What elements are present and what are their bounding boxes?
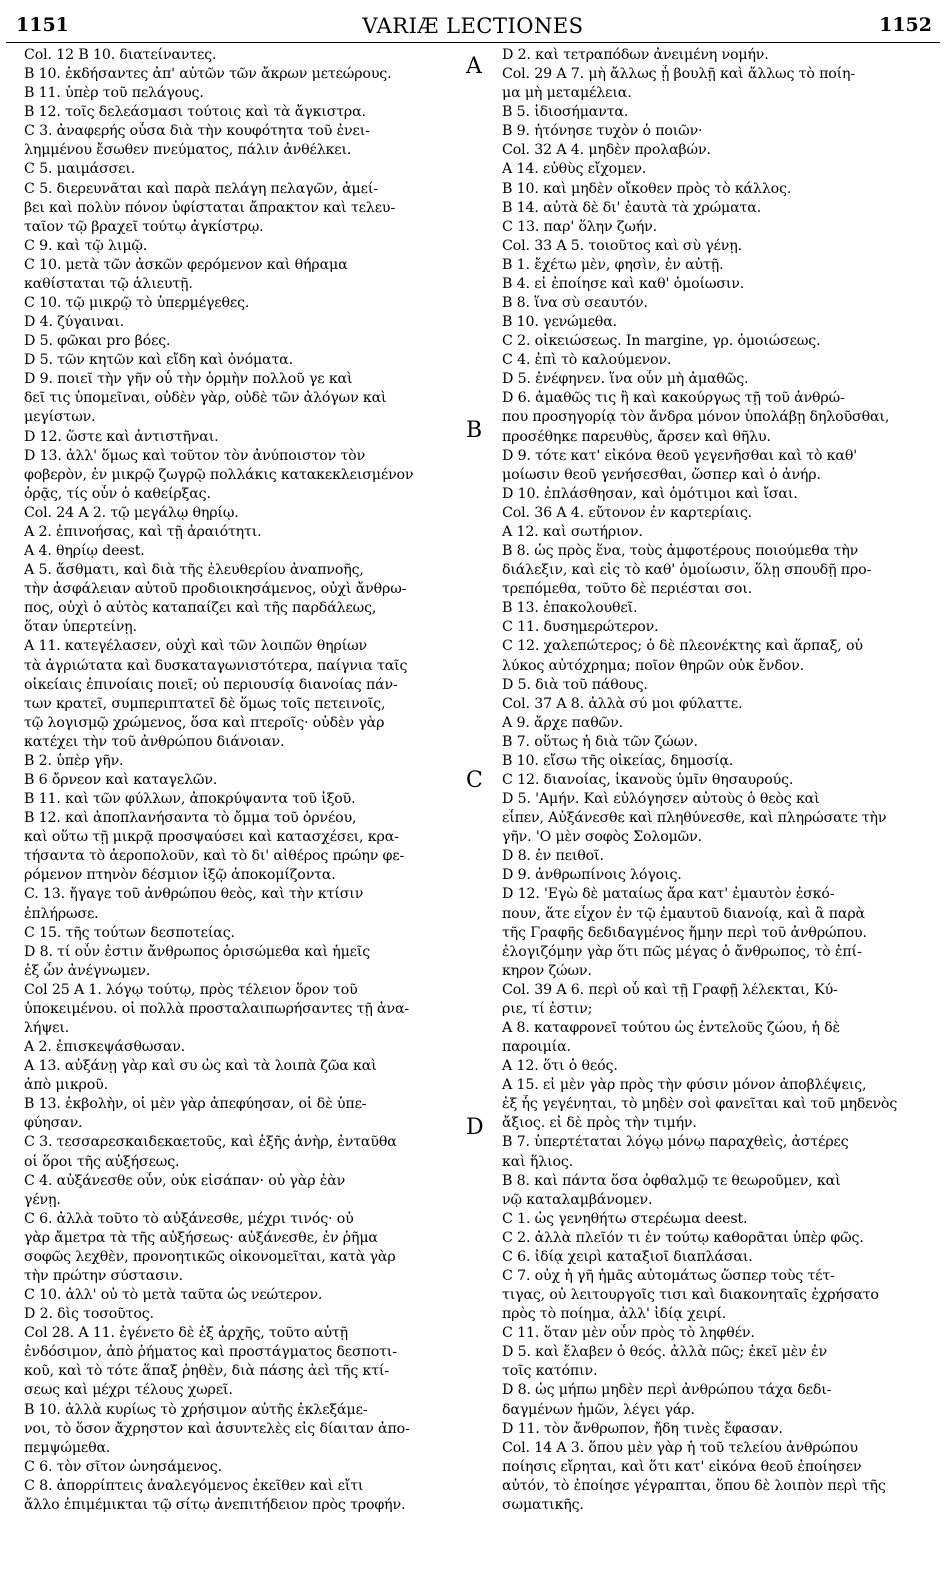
text-line: B 11. καὶ τῶν φύλλων, ἀποκρύψαντα τοῦ ἰξοῦ. [24, 791, 356, 808]
text-line: ποίησις εἴρηται, καὶ ὅτι κατ' εἰκόνα θεοῦ ἐποίησεν [502, 1458, 862, 1475]
text-line: D 5. ἐνέφηνεν. ἵνα οὖν μὴ ἀμαθῶς. [502, 371, 749, 388]
text-line: ἐξ ἧς γεγένηται, τὸ μηδὲν σοὶ φανεῖται καὶ τοῦ μηδενὸς [502, 1096, 898, 1113]
text-line: ἄλλο ἐπιμέμικται τῷ σίτῳ ἀνεπιτήδειον πρὸς τροφήν. [24, 1496, 406, 1513]
text-line: C 3. τεσσαρεσκαιδεκαετοῦς, καὶ ἑξῆς ἀνὴρ, ἐνταῦθα [24, 1134, 397, 1151]
text-line: B 10. γενώμεθα. [502, 314, 617, 331]
text-line: τιγας, οὐ λειτουργοῖς τισι καὶ διακονηταῖς ἐχρήσατο [502, 1287, 879, 1304]
text-line: D 2. δὶς τοσοῦτος. [24, 1306, 154, 1323]
text-line: γένῃ. [24, 1191, 61, 1208]
text-line: δαγμένων ἡμῶν, λέγει γάρ. [502, 1401, 695, 1418]
text-line: C 12. χαλεπώτερος; ὁ δὲ πλεονέκτης καὶ ἅρπαξ, οὐ [502, 638, 863, 655]
text-line: Col. 24 A 2. τῷ μεγάλῳ θηρίῳ. [24, 504, 239, 521]
text-line: C 11. ὅταν μὲν οὖν πρὸς τὸ ληφθέν. [502, 1325, 755, 1342]
text-line: ρόμενον πτηνὸν δέσμιον ἰξῷ ἀποκομίζοντα. [24, 867, 336, 884]
text-line: B 10. εἴσω τῆς οἰκείας, δημοσίᾳ. [502, 752, 734, 769]
text-line: D 5. τῶν κητῶν καὶ εἴδη καὶ ὀνόματα. [24, 352, 293, 369]
text-line: D 12. ὥστε καὶ ἀντιστῆναι. [24, 428, 219, 445]
text-line: D 10. ἐπλάσθησαν, καὶ ὁμότιμοι καὶ ἴσαι. [502, 485, 798, 502]
text-line: B 8. ὡς πρὸς ἕνα, τοὺς ἀμφοτέρους ποιούμεθα τὴν [502, 543, 859, 560]
text-line: καὶ ἥλιος. [502, 1153, 574, 1170]
text-line: ὁρᾷς, τίς οὖν ὁ καθείρξας. [24, 485, 211, 502]
text-line: D 12. 'Εγὼ δὲ ματαίως ἄρα κατ' ἐμαυτὸν ἐσκό- [502, 886, 835, 903]
text-line: πος, οὐχὶ ὁ αὐτὸς καταπαίζει καὶ τῆς παρδάλεως, [24, 600, 377, 617]
text-line: B 10. ἀλλὰ κυρίως τὸ χρήσιμον αὐτῆς ἐκλεξάμε- [24, 1401, 368, 1418]
text-line: Col. 33 A 5. τοιοῦτος καὶ σὺ γένῃ. [502, 237, 742, 254]
text-line: A 14. εὐθὺς εἴχομεν. [502, 161, 647, 178]
text-line: C 2. οἰκειώσεως. In margine, γρ. ὁμοιώσεως. [502, 333, 821, 350]
text-line: B 4. εἰ ἐποίησε καὶ καθ' ὁμοίωσιν. [502, 275, 745, 292]
text-line: C 2. ἀλλὰ πλεῖόν τι ἐν τούτῳ καθορᾶται ὑπὲρ φῶς. [502, 1229, 864, 1246]
text-line: Col. 29 A 7. μὴ ἄλλως ᾖ βουλῇ καὶ ἄλλως τὸ ποίη- [502, 66, 856, 83]
text-line: A 9. ἄρχε παθῶν. [502, 714, 623, 731]
text-line: προσέθηκε παρευθὺς, ἄρσεν καὶ θῆλυ. [502, 428, 771, 445]
text-line: D 9. ποιεῖ τὴν γῆν οὗ τὴν ὁρμὴν πολλοῦ γε καὶ [24, 371, 353, 388]
text-line: D 8. ἐν πειθοῖ. [502, 848, 604, 865]
text-line: οἱ ὅροι τῆς αὐξήσεως. [24, 1153, 180, 1170]
text-line: D 5. φῶκαι pro βόες. [24, 333, 171, 350]
text-line: D 5. καὶ ἔλαβεν ὁ θεός. ἀλλὰ πῶς; ἐκεῖ μὲν ἐν [502, 1344, 827, 1361]
text-line: A 4. θηρίῳ deest. [24, 543, 145, 560]
text-line: B 10. καὶ μηδὲν οἴκοθεν πρὸς τὸ κάλλος. [502, 180, 792, 197]
text-line: τὰ ἀγριώτατα καὶ δυσκαταγωνιστότερα, παίγνια ταῖς [24, 657, 408, 674]
text-line: αὐτόν, τὸ ἐποίησε γέγραπται, ὅπου δὲ λοιπὸν περὶ τῆς [502, 1477, 886, 1494]
text-line: B 8. καὶ πάντα ὅσα ὀφθαλμῷ τε θεωροῦμεν, καὶ [502, 1172, 841, 1189]
text-line: Col. 39 A 6. περὶ οὗ καὶ τῇ Γραφῇ λέλεκται, Κύ- [502, 981, 838, 998]
text-line: δεῖ τις ὑπομεῖναι, οὐδὲν γὰρ, οὐδὲ τῶν ἀλόγων καὶ [24, 390, 387, 407]
text-line: φύησαν. [24, 1115, 83, 1132]
text-line: A 12. ὅτι ὁ θεός. [502, 1058, 618, 1075]
text-line: ἐλογιζόμην γὰρ ὅτι πῶς μέγας ὁ ἄνθρωπος, τὸ ἐπί- [502, 943, 862, 960]
text-line: D 5. διὰ τοῦ πάθους. [502, 676, 648, 693]
text-line: Col. 14 A 3. ὅπου μὲν γὰρ ἡ τοῦ τελείου ἀνθρώπου [502, 1439, 859, 1456]
text-line: γὰρ ἄμετρα τὰ τῆς αὐξήσεως· αὐξάνεσθε, ἐν ῥῆμα [24, 1229, 378, 1246]
text-line: C 13. παρ' ὅλην ζωήν. [502, 218, 658, 235]
text-line: A 11. κατεγέλασεν, οὐχὶ καὶ τῶν λοιπῶν θηρίων [24, 638, 367, 655]
text-line: C 4. ἐπὶ τὸ καλούμενον. [502, 352, 672, 369]
text-line: ὅταν ὑπερτείνῃ. [24, 619, 137, 636]
text-line: των κρατεῖ, συμπεριπτατεῖ δὲ ὅμως τοῖς πετεινοῖς, [24, 695, 386, 712]
text-line: A 13. αὐξάνῃ γὰρ καὶ συ ὡς καὶ τὰ λοιπὰ ζῶα καὶ [24, 1058, 377, 1075]
text-line: νοι, τὸ ὅσον ἄχρηστον καὶ ἀσυντελὲς εἰς δίαιταν ἀπο- [24, 1420, 410, 1437]
text-line: Col. 36 A 4. εὔτονον ἐν καρτερίαις. [502, 504, 752, 521]
text-line: κηρον ζώων. [502, 962, 592, 979]
text-line: B 10. ἐκδήσαντες ἀπ' αὐτῶν τῶν ἄκρων μετεώρους. [24, 66, 392, 83]
text-line: Col. 37 A 8. ἀλλὰ σύ μοι φύλαττε. [502, 695, 743, 712]
text-line: μα μὴ μεταμέλεια. [502, 85, 632, 102]
text-line: A 2. ἐπινοήσας, καὶ τῇ ἀραιότητι. [24, 523, 262, 540]
text-line: D 9. τότε κατ' εἰκόνα θεοῦ γεγενῆσθαι καὶ τὸ καθ' [502, 447, 857, 464]
text-line: τὴν πρώτην σύστασιν. [24, 1268, 184, 1284]
text-line: B 12. τοῖς δελεάσμασι τούτοις καὶ τὰ ἄγκιστρα. [24, 104, 366, 121]
page-number-left: 1151 [16, 14, 69, 36]
text-line: ριε, τί ἐστιν; [502, 1000, 593, 1017]
text-line: A 5. ἄσθματι, καὶ διὰ τῆς ἐλευθερίου ἀναπνοῆς, [24, 562, 364, 579]
text-line: C. 13. ἤγαγε τοῦ ἀνθρώπου θεὸς, καὶ τὴν κτίσιν [24, 886, 364, 903]
text-line: B 7. ὑπερτέταται λόγῳ μόνῳ παραχθεὶς, ἀστέρες [502, 1134, 849, 1151]
running-title: VARIÆ LECTIONES [362, 14, 584, 38]
text-line: τῆς Γραφῆς δεδιδαγμένος ἤμην περὶ τοῦ ἀνθρώπου. [502, 924, 867, 941]
text-line: C 5. μαιμάσσει. [24, 161, 136, 178]
text-line: C 7. οὐχ ἡ γῆ ἡμᾶς αὐτομάτως ὥσπερ τοὺς τέτ- [502, 1268, 835, 1284]
text-line: καὶ οὕτω τῇ μικρᾷ προσψαύσει καὶ κατασχέσει, κρα- [24, 829, 399, 846]
page-header [6, 12, 940, 43]
text-line: C 6. τὸν σῖτον ὠνησάμενος. [24, 1458, 222, 1475]
text-line: λήψει. [24, 1019, 70, 1036]
text-line: ἐνδόσιμον, ἀπὸ ῥήματος καὶ προστάγματος δεσποτι- [24, 1344, 397, 1361]
text-line: B 7. οὕτως ἡ διὰ τῶν ζώων. [502, 733, 698, 750]
text-line: τῷ λογισμῷ χρώμενος, ὅσα καὶ πτεροῖς· οὐδὲν γὰρ [24, 714, 385, 731]
text-line: C 15. τῆς τούτων δεσποτείας. [24, 924, 235, 941]
text-line: πουν, ἅτε εἶχον ἐν τῷ ἐμαυτοῦ διανοίᾳ, καὶ ἃ παρὰ [502, 905, 865, 922]
text-line: D 13. ἀλλ' ὅμως καὶ τοῦτον τὸν ἀνύποιστον τὸν [24, 447, 366, 464]
text-line: B 8. ἵνα σὺ σεαυτόν. [502, 295, 648, 312]
text-line: εἶπεν, Αὐξάνεσθε καὶ πληθύνεσθε, καὶ πληρώσατε τὴν [502, 810, 887, 827]
text-line: A 12. καὶ σωτήριον. [502, 523, 643, 540]
text-line: C 10. μετὰ τῶν ἀσκῶν φερόμενον καὶ θήραμα [24, 256, 348, 273]
text-line: πεμψώμεθα. [24, 1439, 111, 1456]
text-line: τήσαντα τὸ ἀεροπολοῦν, καὶ τὸ δι' αἰθέρος πρώην φε- [24, 848, 405, 865]
margin-mark-a: A [466, 54, 482, 79]
text-line: σοφῶς λεχθὲν, προνοητικῶς οἰκονομεῖται, κατὰ γὰρ [24, 1248, 396, 1265]
text-line: C 11. δυσημερώτερον. [502, 619, 659, 636]
text-line: B 11. ὑπὲρ τοῦ πελάγους. [24, 85, 204, 102]
text-line: Col. 12 B 10. διατείναντες. [24, 47, 217, 63]
margin-mark-d: D [466, 1115, 484, 1140]
text-line: B 6 ὄρνεον καὶ καταγελῶν. [24, 771, 218, 788]
text-line: σεως καὶ μέχρι τέλους χωρεῖ. [24, 1382, 233, 1399]
text-line: C 8. ἀπορρίπτεις ἀναλεγόμενος ἐκεῖθεν καὶ εἴτι [24, 1477, 364, 1494]
text-line: ταῖον τῷ βραχεῖ τούτῳ ἀγκίστρῳ. [24, 218, 264, 235]
text-line: τοῖς κατόπιν. [502, 1363, 598, 1380]
text-line: μοίωσιν θεοῦ γενήσεσθαι, ὥσπερ καὶ ὁ ἀνήρ. [502, 466, 821, 483]
text-line: βει καὶ πολὺν πόνον ὑφίσταται ἄπρακτον καὶ τελευ- [24, 199, 396, 216]
text-line: D 11. τὸν ἄνθρωπον, ἤδη τινὲς ἔφασαν. [502, 1420, 783, 1437]
text-line: διάλεξιν, καὶ εἰς τὸ καθ' ὁμοίωσιν, ὅλῃ σπουδῇ προ- [502, 562, 872, 579]
text-line: τρεπόμεθα, τοῦτο δὲ περιέσται σοι. [502, 581, 753, 598]
text-line: οἰκείαις ἐπινοίαις ποιεῖ; οὐ περιουσίᾳ διανοίας πάν- [24, 676, 398, 693]
text-line: C 3. ἀναφερής οὖσα διὰ τὴν κουφότητα τοῦ ἐνει- [24, 123, 370, 140]
text-line: C 12. διανοίας, ἱκανοὺς ὑμῖν θησαυρούς. [502, 771, 794, 788]
text-line: λύκος αὐτόχρημα; ποῖον θηρῶν οὐκ ἔνδον. [502, 657, 804, 674]
text-line: D 5. 'Αμήν. Καὶ εὐλόγησεν αὐτοὺς ὁ θεὸς καὶ [502, 791, 820, 808]
text-line: D 8. ὡς μήπω μηδὲν περὶ ἀνθρώπου τάχα δεδι- [502, 1382, 832, 1399]
text-line: C 1. ὡς γενηθήτω στερέωμα deest. [502, 1210, 748, 1227]
text-line: D 4. ζύγαιναι. [24, 314, 125, 331]
text-line: B 2. ὑπὲρ γῆν. [24, 752, 124, 769]
margin-mark-b: B [466, 418, 483, 443]
text-line: λημμένου ἔσωθεν πνεύματος, πάλιν ἀνθέλκει. [24, 142, 352, 159]
text-line: D 6. ἀμαθῶς τις ἢ καὶ κακούργως τῇ τοῦ ἀνθρώ- [502, 390, 845, 407]
text-line: B 5. ἰδιοσήμαντα. [502, 104, 629, 121]
text-line: C 10. τῷ μικρῷ τὸ ὑπερμέγεθες. [24, 295, 250, 312]
text-line: B 13. ἐπακολουθεῖ. [502, 600, 638, 617]
text-line: B 13. ἐκβολὴν, οἱ μὲν γὰρ ἀπεφύησαν, οἱ δὲ ὑπε- [24, 1096, 367, 1113]
text-line: ἐξ ὧν ἀνέγνωμεν. [24, 962, 151, 979]
page-number-right: 1152 [879, 14, 932, 36]
text-line: D 2. καὶ τετραπόδων ἀνειμένη νομήν. [502, 47, 769, 63]
text-line: Col. 32 A 4. μηδὲν προλαβών. [502, 142, 711, 159]
text-line: Col 28. A 11. ἐγένετο δὲ ἐξ ἀρχῆς, τοῦτο αὐτῇ [24, 1325, 348, 1342]
text-line: καθίσταται τῷ ἁλιευτῇ. [24, 275, 193, 292]
text-line: κοῦ, καὶ τὸ τότε ἅπαξ ῥηθὲν, διὰ πάσης ἀεὶ τῆς κτί- [24, 1363, 389, 1380]
text-line: μεγίστων. [24, 409, 96, 426]
text-line: ἐπλήρωσε. [24, 905, 99, 922]
text-line: παροιμία. [502, 1039, 571, 1056]
text-line: C 6. ἀλλὰ τοῦτο τὸ αὐξάνεσθε, μέχρι τινός· οὐ [24, 1210, 354, 1227]
right-column [502, 46, 922, 1515]
text-line: B 12. καὶ ἀποπλανήσαντα τὸ ὄμμα τοῦ ὀρνέου, [24, 810, 357, 827]
text-line: κατέχει τὴν τοῦ ἀνθρώπου διάνοιαν. [24, 733, 285, 750]
text-line: B 9. ἠτόνησε τυχὸν ὁ ποιῶν· [502, 123, 703, 140]
left-column [24, 46, 460, 1515]
text-line: Col 25 A 1. λόγῳ τούτῳ, πρὸς τέλειον ὅρον τοῦ [24, 981, 358, 998]
text-line: C 4. αὐξάνεσθε οὖν, οὐκ εἰσάπαν· οὐ γὰρ ἐὰν [24, 1172, 346, 1189]
text-line: φοβερὸν, ἐν μικρῷ ζωγρῷ πολλάκις κατακεκλεισμένον [24, 466, 414, 483]
text-line: C 6. ἰδίᾳ χειρὶ καταξιοῖ διαπλάσαι. [502, 1248, 753, 1265]
text-line: ἄξιος. εἰ δὲ πρὸς τὴν τιμήν. [502, 1115, 697, 1132]
text-line: νῷ καταλαμβάνομεν. [502, 1191, 653, 1208]
text-line: σωματικῆς. [502, 1496, 584, 1513]
text-line: D 8. τί οὖν ἐστιν ἄνθρωπος ὁρισώμεθα καὶ ἡμεῖς [24, 943, 371, 960]
text-line: C 9. καὶ τῷ λιμῷ. [24, 237, 148, 254]
text-line: B 14. αὐτὰ δὲ δι' ἑαυτὰ τὰ χρώματα. [502, 199, 762, 216]
text-line: ἀπὸ μικροῦ. [24, 1077, 108, 1094]
text-line: C 5. διερευνᾶται καὶ παρὰ πελάγη πελαγῶν, ἀμεί- [24, 180, 378, 197]
text-line: τὴν ἀσφάλειαν αὐτοῦ προδιοικησάμενος, οὐχὶ ἄνθρω- [24, 581, 407, 598]
margin-mark-c: C [466, 768, 483, 793]
text-line: A 8. καταφρονεῖ τούτου ὡς ἐντελοῦς ζώου, ἡ δὲ [502, 1019, 841, 1036]
text-line: πρὸς τὸ ποίημα, ἀλλ' ἰδίᾳ χειρί. [502, 1306, 727, 1323]
text-line: που προσηγορίᾳ τὸν ἄνδρα μόνον ὑπολάβῃ δηλοῦσθαι, [502, 409, 890, 426]
text-line: ὑποκειμένου. οἱ πολλὰ προσταλαιπωρήσαντες τῇ ἀνα- [24, 1000, 410, 1017]
text-line: A 2. ἐπισκεψάσθωσαν. [24, 1039, 186, 1056]
text-line: B 1. ἔχέτω μὲν, φησὶν, ἐν αὐτῇ. [502, 256, 724, 273]
text-line: γῆν. 'Ο μὲν σοφὸς Σολομῶν. [502, 829, 702, 846]
text-line: D 9. ἀνθρωπίνοις λόγοις. [502, 867, 682, 884]
text-line: C 10. ἀλλ' οὐ τὸ μετὰ ταῦτα ὡς νεώτερον. [24, 1287, 323, 1304]
text-line: A 15. εἰ μὲν γὰρ πρὸς τὴν φύσιν μόνον ἀποβλέψεις, [502, 1077, 867, 1094]
